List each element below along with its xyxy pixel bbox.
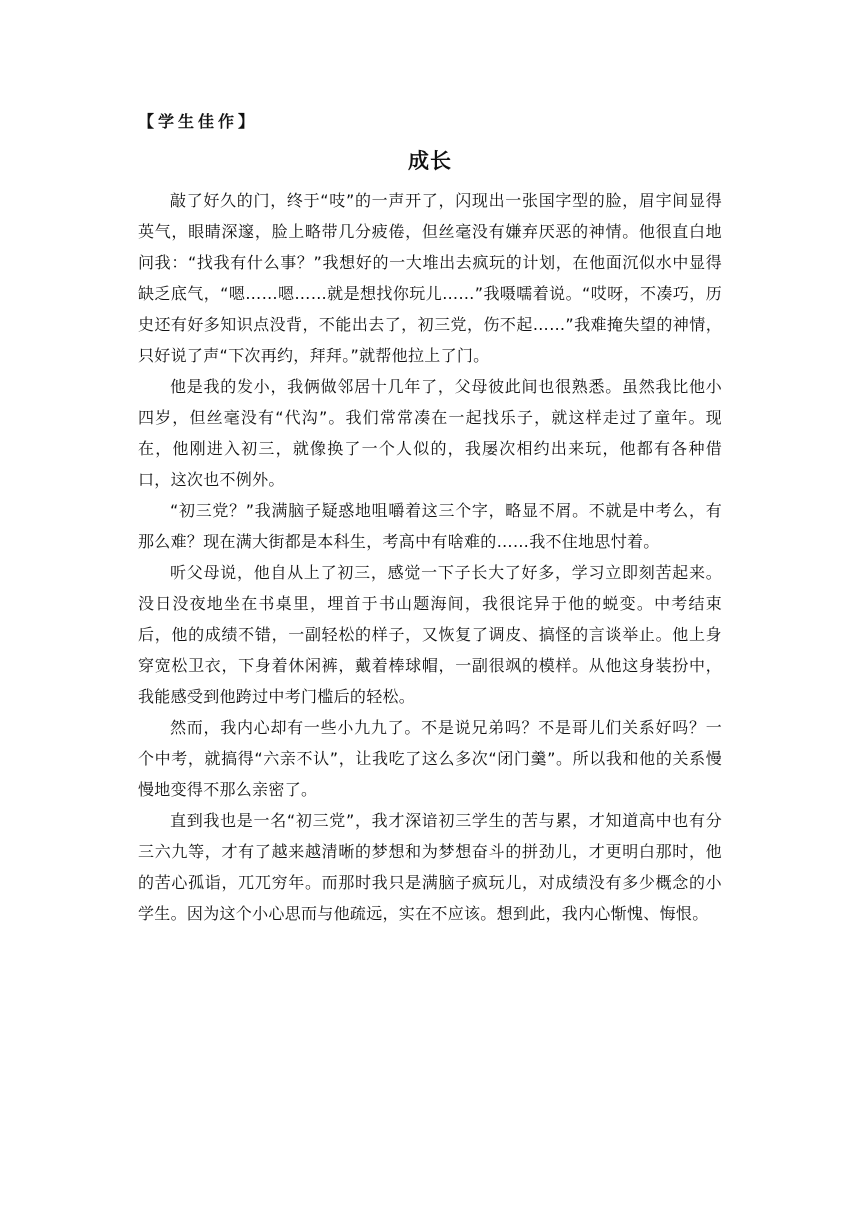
paragraph-6: 直到我也是一名“初三党”，我才深谙初三学生的苦与累，才知道高中也有分三六九等，才有了越来越清晰的梦想和为梦想奋斗的拼劲儿，才更明白那时，他的苦心孤诣，兀兀穷年。而那时我只是满脑子疯玩儿，对成绩没有多少概念的小学生。因为这个小心思而与他疏远，实在不应该。想到此，我内心惭愧、悔恨。 — [138, 811, 722, 923]
paragraph-1: 敲了好久的门，终于“吱”的一声开了，闪现出一张国字型的脸，眉宇间显得英气，眼睛深邃，脸上略带几分疲倦，但丝毫没有嫌弃厌恶的神情。他很直白地问我：“找我有什么事？”我想好的一大堆出去疯玩的计划，在他面沉似水中显得缺乏底气，“嗯……嗯……就是想找你玩儿……”我嗫嚅着说。“哎呀，不凑巧，历史还有好多知识点没背，不能出去了，初三党，伤不起……”我难掩失望的神情，只好说了声“下次再约，拜拜。”就帮他拉上了门。 — [138, 191, 722, 365]
paragraph-5: 然而，我内心却有一些小九九了。不是说兄弟吗？不是哥儿们关系好吗？一个中考，就搞得“六亲不认”，让我吃了这么多次“闭门羹”。所以我和他的关系慢慢地变得不那么亲密了。 — [138, 718, 722, 799]
essay-title: 成长 — [408, 149, 452, 173]
paragraph-2: 他是我的发小，我俩做邻居十几年了，父母彼此间也很熟悉。虽然我比他小四岁，但丝毫没有“代沟”。我们常常凑在一起找乐子，就这样走过了童年。现在，他刚进入初三，就像换了一个人似的，我屡次相约出来玩，他都有各种借口，这次也不例外。 — [138, 377, 722, 489]
section-label: 【学生佳作】 — [138, 112, 259, 131]
essay-body — [138, 185, 722, 929]
paragraph-3: “初三党？”我满脑子疑惑地咀嚼着这三个字，略显不屑。不就是中考么，有那么难？现在满大街都是本科生，考高中有啥难的……我不住地思忖着。 — [138, 501, 722, 551]
paragraph-4: 听父母说，他自从上了初三，感觉一下子长大了好多，学习立即刻苦起来。没日没夜地坐在书桌里，埋首于书山题海间，我很诧异于他的蜕变。中考结束后，他的成绩不错，一副轻松的样子，又恢复了调皮、搞怪的言谈举止。他上身穿宽松卫衣，下身着休闲裤，戴着棒球帽，一副很飒的模样。从他这身装扮中，我能感受到他跨过中考门槛后的轻松。 — [138, 563, 722, 706]
